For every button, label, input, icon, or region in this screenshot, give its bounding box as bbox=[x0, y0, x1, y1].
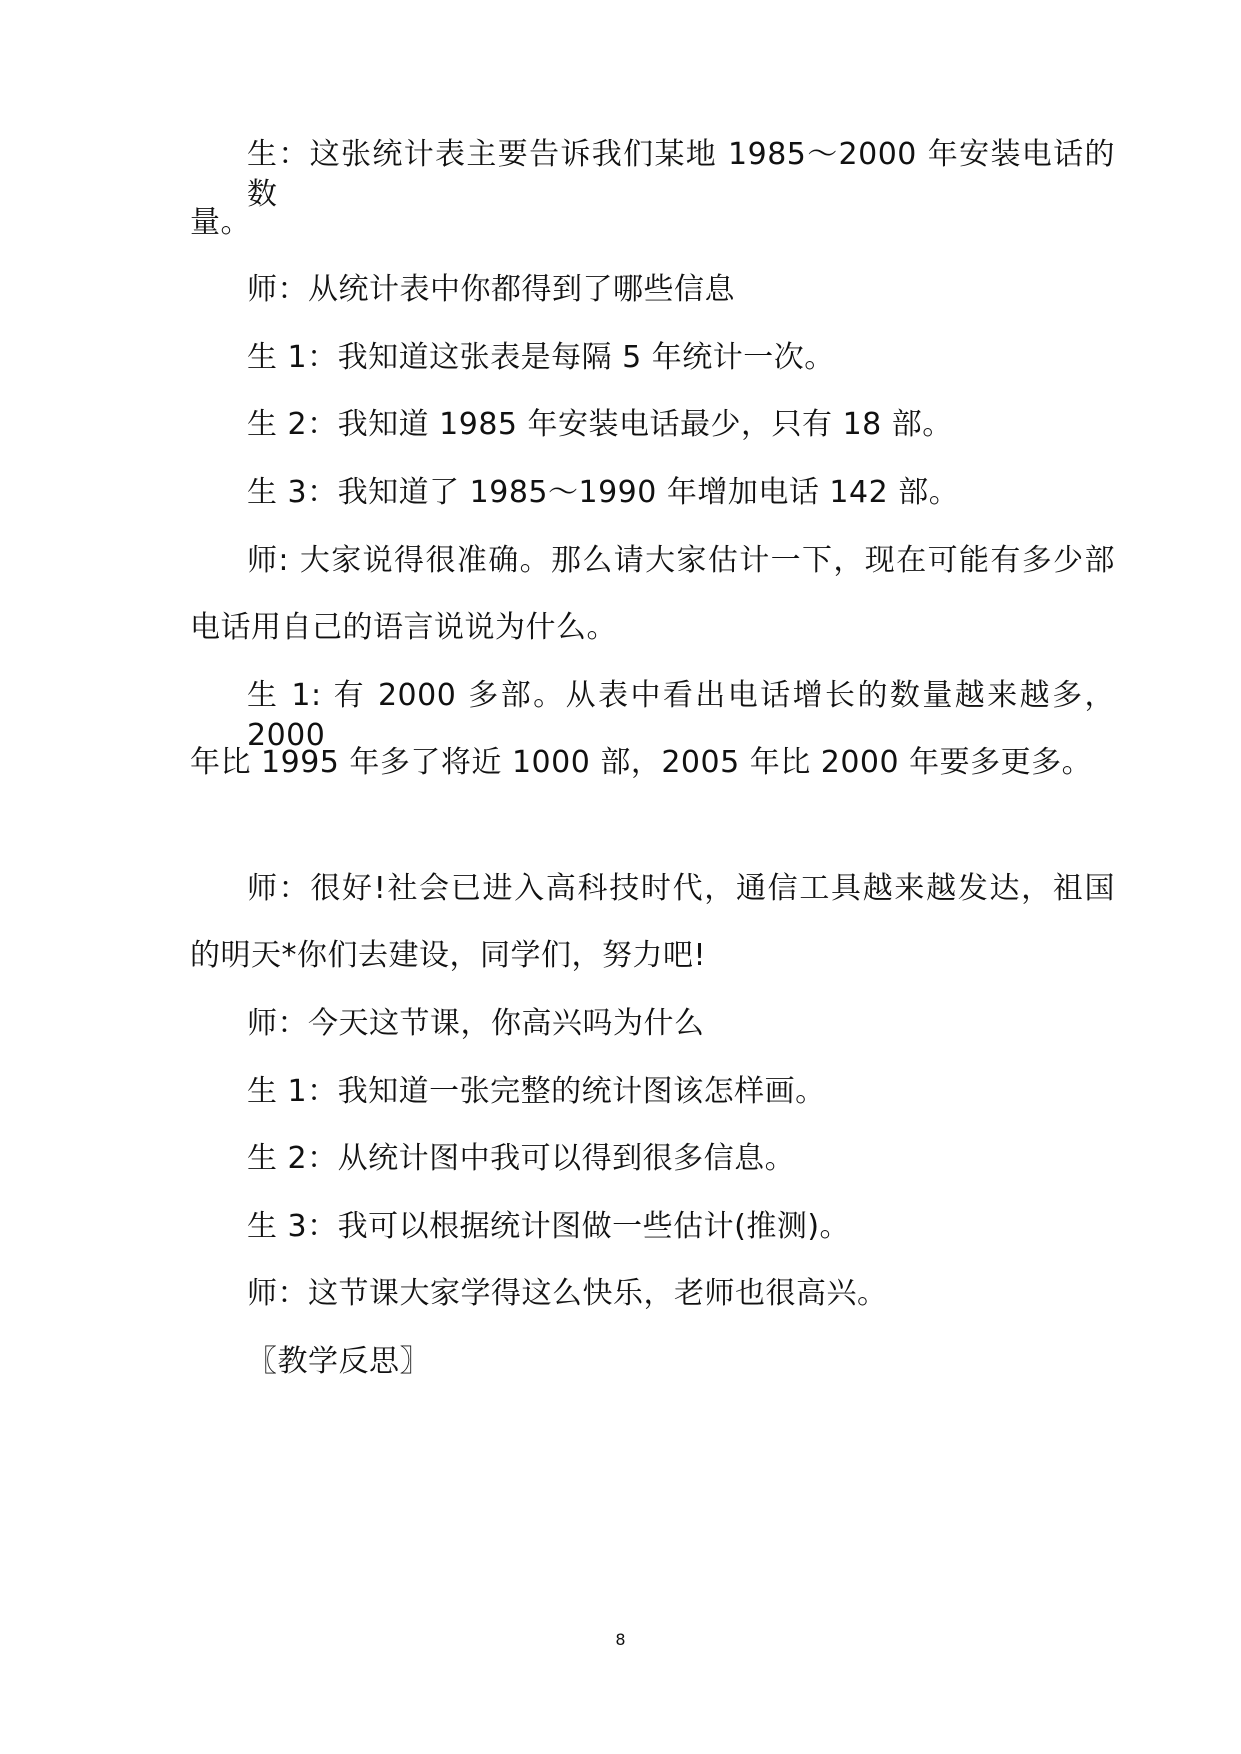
text-line: 生 3：我知道了 1985～1990 年增加电话 142 部。 bbox=[247, 475, 960, 510]
text-line: 生 1: 有 2000 多部。从表中看出电话增长的数量越来越多，2000 bbox=[247, 678, 1115, 753]
text-line: 生 3：我可以根据统计图做一些估计(推测)。 bbox=[247, 1209, 851, 1244]
text-line: 师: 大家说得很准确。那么请大家估计一下，现在可能有多少部 bbox=[247, 543, 1115, 578]
text-line: 量。 bbox=[190, 205, 251, 240]
text-line: 生：这张统计表主要告诉我们某地 1985～2000 年安装电话的数 bbox=[247, 137, 1115, 212]
page-number: 8 bbox=[615, 1630, 626, 1649]
text-line: 师：很好!社会已进入高科技时代，通信工具越来越发达，祖国 bbox=[247, 871, 1115, 906]
text-line: 师：从统计表中你都得到了哪些信息 bbox=[247, 272, 735, 307]
text-line: 生 2：从统计图中我可以得到很多信息。 bbox=[247, 1141, 796, 1176]
text-line: 师：这节课大家学得这么快乐，老师也很高兴。 bbox=[247, 1276, 888, 1311]
text-line: 生 2：我知道 1985 年安装电话最少，只有 18 部。 bbox=[247, 407, 953, 442]
text-line: 生 1：我知道这张表是每隔 5 年统计一次。 bbox=[247, 340, 835, 375]
text-line: 电话用自己的语言说说为什么。 bbox=[190, 610, 617, 645]
text-line: 师：今天这节课，你高兴吗为什么 bbox=[247, 1006, 705, 1041]
text-line: 的明天*你们去建设，同学们，努力吧! bbox=[190, 938, 707, 973]
section-heading: 〖教学反思〗 bbox=[247, 1344, 430, 1379]
text-line: 年比 1995 年多了将近 1000 部，2005 年比 2000 年要多更多。 bbox=[190, 745, 1093, 780]
text-line: 生 1：我知道一张完整的统计图该怎样画。 bbox=[247, 1074, 826, 1109]
